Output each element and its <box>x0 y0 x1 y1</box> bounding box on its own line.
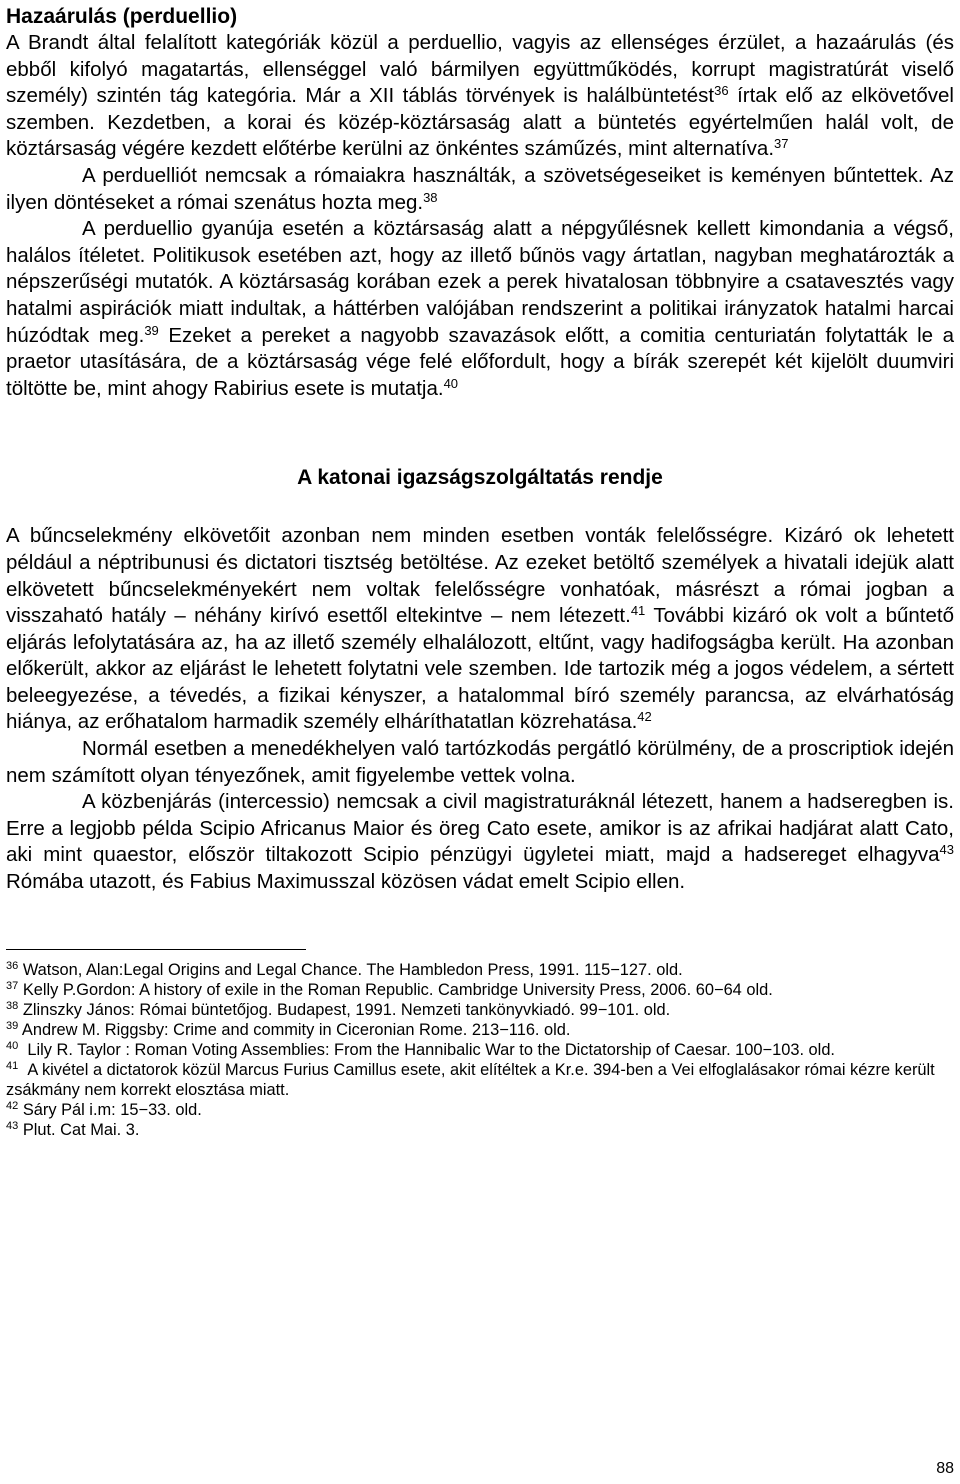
footnote-text: Lily R. Taylor : Roman Voting Assemblies: From the Hannibalic War to the Dictatorship of Caesar. 100−103. old. <box>27 1040 835 1059</box>
footnote-ref-41[interactable]: 41 <box>630 603 646 619</box>
footnote-ref-43[interactable]: 43 <box>939 842 954 858</box>
footnote <box>6 960 954 980</box>
footnote <box>6 1020 954 1040</box>
footnote-text: Plut. Cat Mai. 3. <box>22 1120 140 1139</box>
footnote-text: Zlinszky János: Római büntetőjog. Budapest, 1991. Nemzeti tankönyvkiadó. 99−101. old. <box>22 1000 671 1019</box>
footnote <box>6 1120 954 1140</box>
text-run: A Brandt által felalított kategóriák közül a perduellio, vagyis az ellenséges érzület, a hazaárulás (és ebből kifolyó magatartás, ellenséggel való bármilyen együttműködés, korrupt magistratúrát viselő személy) szintén tág kategória. Már a XII táblás törvények is halálbüntetést <box>6 31 954 108</box>
page-number: 88 <box>936 1460 954 1477</box>
paragraph <box>6 523 954 736</box>
paragraph: Normál esetben a menedékhelyen való tartózkodás pergátló körülmény, de a proscriptiok idején nem számított olyan tényezőnek, amit figyelembe vettek volna. <box>6 737 954 787</box>
paragraph <box>6 163 954 216</box>
footnote <box>6 1060 954 1100</box>
footnotes <box>6 960 954 1140</box>
text-run: A bűncselekmény elkövetőit azonban nem minden esetben vonták felelősségre. Kizáró ok lehetett például a néptribunusi és dictatori tisztség betöltése. Az ezeket betöltő személyek a hivatali idejük alatt elkövetett bűncselekményekért nem voltak felelősségre vonhatóak, másrészt a római jogban a visszaható hatály – néhány kirívó esettől eltekintve – nem létezett. <box>6 524 954 628</box>
footnote-text: Kelly P.Gordon: A history of exile in the Roman Republic. Cambridge University Press, 2006. 60−64 old. <box>22 980 773 999</box>
section-perduellio-body <box>6 30 954 402</box>
footnote-number: 36 <box>6 959 19 972</box>
footnote-text: A kivétel a dictatorok közül Marcus Furius Camillus esete, akit elítéltek a Kr.e. 394-ben a Vei elfoglalásakor római kézre került zsákmány nem korrekt elosztása miatt. <box>6 1060 935 1099</box>
footnote-number: 43 <box>6 1119 19 1132</box>
paragraph <box>6 30 954 163</box>
section-heading-military-justice: A katonai igazságszolgáltatás rendje <box>297 466 663 490</box>
footnote-ref-36[interactable]: 36 <box>714 83 729 99</box>
text-run: További kizáró ok volt a bűntető eljárás lefolytatására az, ha az illető személy elhalálozott, eltűnt, vagy hadifogságba került. Ha azonban előkerült, akkor az eljárást le lehetett folytatni vele szemben. Ide tartozik még a jogos védelem, a sértett beleegyezése, a tévedés, a fizikai kényszer, a hatalommal bíró személy parancsa, az elvárhatóság hiánya, az erőhatalom harmadik személy elháríthatatlan közrehatása. <box>6 604 954 734</box>
footnote-ref-39[interactable]: 39 <box>144 322 159 338</box>
footnote-number: 39 <box>6 1019 19 1032</box>
footnote-number: 41 <box>6 1059 19 1072</box>
footnote <box>6 1100 954 1120</box>
text-run: Rómába utazott, és Fabius Maximusszal közösen vádat emelt Scipio ellen. <box>6 870 686 894</box>
text-run: Ezeket a pereket a nagyobb szavazások előtt, a comitia centuriatán folytatták le a praetor utasítására, de a köztársaság vége felé előfordult, hogy a bírák szerepét két kijelölt duumviri töltötte be, mint ahogy Rabirius esete is mutatja. <box>6 323 954 400</box>
footnote-text: Watson, Alan:Legal Origins and Legal Chance. The Hambledon Press, 1991. 115−127. old. <box>22 960 683 979</box>
footnote-text: Sáry Pál i.m: 15−33. old. <box>22 1100 202 1119</box>
footnote <box>6 1000 954 1020</box>
footnote-number: 40 <box>6 1039 19 1052</box>
footnote-ref-40[interactable]: 40 <box>443 375 459 391</box>
section-heading-perduellio: Hazaárulás (perduellio) <box>6 5 238 28</box>
paragraph <box>6 789 954 895</box>
section-military-justice-body <box>6 523 954 895</box>
footnote <box>6 980 954 1000</box>
footnote-ref-42[interactable]: 42 <box>637 709 652 725</box>
footnote-ref-38[interactable]: 38 <box>423 189 438 205</box>
text-run: A közbenjárás (intercessio) nemcsak a civil magistraturáknál létezett, hanem a hadseregben is. Erre a legjobb példa Scipio Africanus Maior és öreg Cato esete, amikor is az afrikai hadjárat alatt Cato, aki mint quaestor, először tiltakozott Scipio pénzügyi ügyletei miatt, majd a hadsereget elhagyva <box>6 790 954 867</box>
paragraph <box>6 216 954 402</box>
footnote-number: 37 <box>6 979 19 992</box>
footnote <box>6 1040 954 1060</box>
footnote-number: 42 <box>6 1099 19 1112</box>
document-page <box>6 0 954 1140</box>
footnote-separator <box>6 949 306 950</box>
text-run: A perduelliót nemcsak a rómaiakra használták, a szövetségeseiket is keményen bűntettek. Az ilyen döntéseket a római szenátus hozta meg. <box>6 163 954 214</box>
footnote-number: 38 <box>6 999 19 1012</box>
footnote-ref-37[interactable]: 37 <box>774 136 789 152</box>
footnote-text: Andrew M. Riggsby: Crime and commity in Ciceronian Rome. 213−116. old. <box>21 1020 571 1039</box>
text-run: írtak elő az elkövetővel szemben. Kezdetben, a korai és közép-köztársaság alatt a büntetés egyértelműen halál volt, de köztársaság végére kezdett előtérbe kerülni az önkéntes száműzés, mint alternatíva. <box>6 84 954 161</box>
text-run: A perduellio gyanúja esetén a köztársaság alatt a népgyűlésnek kellett kimondania a végső, halálos ítéletet. Politikusok esetében azt, hogy az illető bűnös vagy ártatlan, nagyban meghatározták a népszerűségi mutatók. A köztársaság korában ezek a perek hivatalosan többnyire a csatavesztés vagy hatalmi aspirációk miatt indultak, a háttérben valójában rendszerint a politikai irányzatok hatalmi harcai húzódtak meg. <box>6 217 954 347</box>
